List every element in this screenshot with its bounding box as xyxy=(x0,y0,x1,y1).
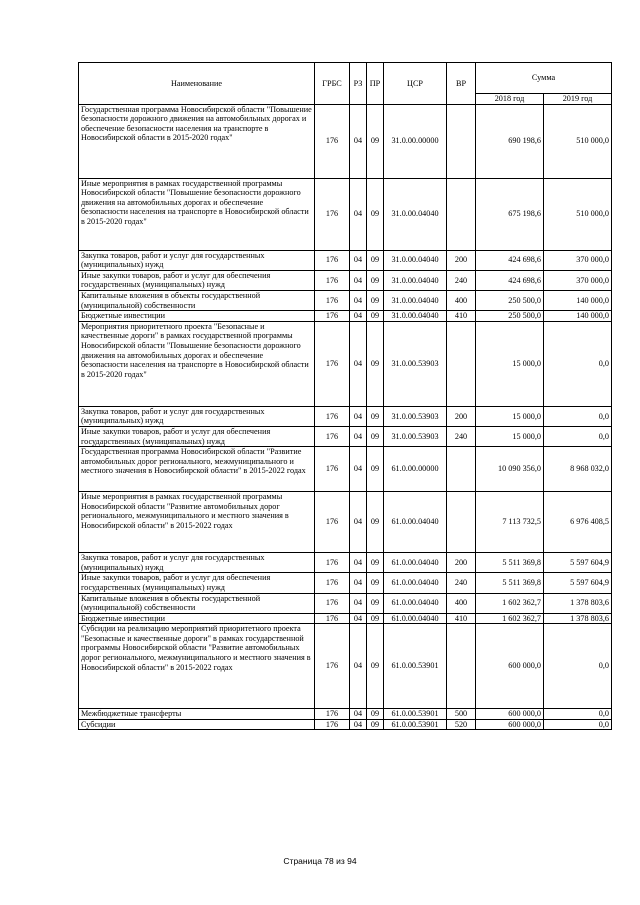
row-pr: 09 xyxy=(367,553,384,573)
header-name: Наименование xyxy=(79,63,315,105)
row-csr: 61.0.00.04040 xyxy=(384,573,447,593)
table-row xyxy=(79,270,612,290)
row-name: Иные закупки товаров, работ и услуг для обеспечения государственных (муниципальных) нужд xyxy=(79,270,315,290)
row-rz: 04 xyxy=(350,311,367,322)
row-csr: 61.0.00.00000 xyxy=(384,447,447,492)
row-sum-2018: 5 511 369,8 xyxy=(476,553,544,573)
row-grbs: 176 xyxy=(315,553,350,573)
row-vr: 500 xyxy=(447,709,476,720)
row-sum-2018: 600 000,0 xyxy=(476,624,544,709)
row-csr: 31.0.00.53903 xyxy=(384,321,447,406)
header-year-2018: 2018 год xyxy=(476,94,544,105)
row-grbs: 176 xyxy=(315,613,350,624)
header-grbs: ГРБС xyxy=(315,63,350,105)
row-sum-2018: 5 511 369,8 xyxy=(476,573,544,593)
header-pr: ПР xyxy=(367,63,384,105)
row-pr: 09 xyxy=(367,270,384,290)
row-sum-2019: 510 000,0 xyxy=(544,104,612,178)
row-sum-2018: 15 000,0 xyxy=(476,406,544,426)
row-sum-2019: 6 976 408,5 xyxy=(544,492,612,553)
row-sum-2019: 5 597 604,9 xyxy=(544,573,612,593)
row-sum-2019: 140 000,0 xyxy=(544,311,612,322)
row-csr: 31.0.00.04040 xyxy=(384,270,447,290)
row-vr: 240 xyxy=(447,573,476,593)
row-sum-2019: 0,0 xyxy=(544,406,612,426)
table-row xyxy=(79,709,612,720)
row-pr: 09 xyxy=(367,492,384,553)
row-grbs: 176 xyxy=(315,492,350,553)
row-pr: 09 xyxy=(367,311,384,322)
row-rz: 04 xyxy=(350,250,367,270)
row-name: Государственная программа Новосибирской области "Повышение безопасности дорожного движения на автомобильных дорогах и обеспечение безопасности населения на транспорте в Новосибирской области в 2015-2020 годах" xyxy=(79,104,315,178)
table-row xyxy=(79,290,612,310)
table-row xyxy=(79,311,612,322)
row-pr: 09 xyxy=(367,426,384,446)
row-csr: 61.0.00.04040 xyxy=(384,492,447,553)
header-year-2019: 2019 год xyxy=(544,94,612,105)
row-vr: 240 xyxy=(447,270,476,290)
table-row xyxy=(79,624,612,709)
table-row xyxy=(79,426,612,446)
row-csr: 31.0.00.04040 xyxy=(384,178,447,250)
row-grbs: 176 xyxy=(315,593,350,613)
row-pr: 09 xyxy=(367,613,384,624)
row-name: Бюджетные инвестиции xyxy=(79,311,315,322)
row-grbs: 176 xyxy=(315,311,350,322)
row-sum-2019: 370 000,0 xyxy=(544,270,612,290)
row-pr: 09 xyxy=(367,447,384,492)
row-vr xyxy=(447,447,476,492)
row-rz: 04 xyxy=(350,321,367,406)
header-rz: РЗ xyxy=(350,63,367,105)
row-name: Закупка товаров, работ и услуг для государственных (муниципальных) нужд xyxy=(79,406,315,426)
row-grbs: 176 xyxy=(315,250,350,270)
row-grbs: 176 xyxy=(315,270,350,290)
header-csr: ЦСР xyxy=(384,63,447,105)
row-csr: 61.0.00.53901 xyxy=(384,624,447,709)
row-csr: 61.0.00.04040 xyxy=(384,613,447,624)
row-grbs: 176 xyxy=(315,426,350,446)
row-sum-2019: 1 378 803,6 xyxy=(544,593,612,613)
row-vr: 200 xyxy=(447,406,476,426)
row-vr: 200 xyxy=(447,250,476,270)
row-pr: 09 xyxy=(367,573,384,593)
row-name: Субсидии на реализацию мероприятий приоритетного проекта "Безопасные и качественные дороги" в рамках государственной программы Новосибирской области "Развитие автомобильных дорог регионального, межмуниципального и местного значения в Новосибирской области" в 2015-2022 годах xyxy=(79,624,315,709)
row-csr: 31.0.00.04040 xyxy=(384,311,447,322)
row-rz: 04 xyxy=(350,593,367,613)
row-csr: 31.0.00.53903 xyxy=(384,406,447,426)
row-rz: 04 xyxy=(350,573,367,593)
row-sum-2018: 424 698,6 xyxy=(476,250,544,270)
table-row xyxy=(79,573,612,593)
row-grbs: 176 xyxy=(315,719,350,730)
row-rz: 04 xyxy=(350,290,367,310)
table-row xyxy=(79,178,612,250)
table-row xyxy=(79,719,612,730)
row-rz: 04 xyxy=(350,613,367,624)
row-sum-2018: 675 198,6 xyxy=(476,178,544,250)
row-vr xyxy=(447,104,476,178)
row-pr: 09 xyxy=(367,719,384,730)
table-body xyxy=(79,104,612,730)
row-sum-2018: 424 698,6 xyxy=(476,270,544,290)
row-vr: 410 xyxy=(447,613,476,624)
row-vr: 240 xyxy=(447,426,476,446)
row-rz: 04 xyxy=(350,553,367,573)
row-grbs: 176 xyxy=(315,406,350,426)
row-sum-2018: 1 602 362,7 xyxy=(476,593,544,613)
row-pr: 09 xyxy=(367,406,384,426)
row-sum-2019: 0,0 xyxy=(544,426,612,446)
table-row xyxy=(79,593,612,613)
row-name: Бюджетные инвестиции xyxy=(79,613,315,624)
row-sum-2019: 1 378 803,6 xyxy=(544,613,612,624)
row-rz: 04 xyxy=(350,270,367,290)
row-grbs: 176 xyxy=(315,290,350,310)
row-csr: 31.0.00.04040 xyxy=(384,290,447,310)
row-vr: 410 xyxy=(447,311,476,322)
row-sum-2018: 250 500,0 xyxy=(476,311,544,322)
table-row xyxy=(79,321,612,406)
row-csr: 61.0.00.53901 xyxy=(384,719,447,730)
row-vr: 520 xyxy=(447,719,476,730)
row-grbs: 176 xyxy=(315,709,350,720)
row-pr: 09 xyxy=(367,178,384,250)
row-sum-2019: 370 000,0 xyxy=(544,250,612,270)
table-row xyxy=(79,613,612,624)
row-name: Иные закупки товаров, работ и услуг для обеспечения государственных (муниципальных) нужд xyxy=(79,426,315,446)
row-sum-2018: 690 198,6 xyxy=(476,104,544,178)
row-rz: 04 xyxy=(350,719,367,730)
row-rz: 04 xyxy=(350,178,367,250)
row-name: Закупка товаров, работ и услуг для государственных (муниципальных) нужд xyxy=(79,250,315,270)
row-name: Иные закупки товаров, работ и услуг для обеспечения государственных (муниципальных) нужд xyxy=(79,573,315,593)
row-csr: 31.0.00.53903 xyxy=(384,426,447,446)
row-grbs: 176 xyxy=(315,178,350,250)
row-sum-2018: 7 113 732,5 xyxy=(476,492,544,553)
row-grbs: 176 xyxy=(315,573,350,593)
table-row xyxy=(79,104,612,178)
row-name: Закупка товаров, работ и услуг для государственных (муниципальных) нужд xyxy=(79,553,315,573)
row-rz: 04 xyxy=(350,447,367,492)
row-grbs: 176 xyxy=(315,447,350,492)
row-csr: 61.0.00.04040 xyxy=(384,593,447,613)
row-sum-2019: 0,0 xyxy=(544,719,612,730)
row-vr: 400 xyxy=(447,290,476,310)
table-row xyxy=(79,447,612,492)
row-rz: 04 xyxy=(350,104,367,178)
row-sum-2018: 10 090 356,0 xyxy=(476,447,544,492)
page-footer: Страница 78 из 94 xyxy=(283,856,357,866)
header-vr: ВР xyxy=(447,63,476,105)
row-rz: 04 xyxy=(350,426,367,446)
row-sum-2018: 15 000,0 xyxy=(476,426,544,446)
table-row xyxy=(79,406,612,426)
row-vr xyxy=(447,492,476,553)
row-sum-2019: 5 597 604,9 xyxy=(544,553,612,573)
row-vr: 400 xyxy=(447,593,476,613)
row-sum-2019: 140 000,0 xyxy=(544,290,612,310)
row-csr: 31.0.00.04040 xyxy=(384,250,447,270)
row-sum-2019: 0,0 xyxy=(544,624,612,709)
row-pr: 09 xyxy=(367,104,384,178)
row-pr: 09 xyxy=(367,624,384,709)
row-rz: 04 xyxy=(350,406,367,426)
row-name: Капитальные вложения в объекты государственной (муниципальной) собственности xyxy=(79,593,315,613)
row-vr xyxy=(447,321,476,406)
row-pr: 09 xyxy=(367,321,384,406)
row-name: Иные мероприятия в рамках государственной программы Новосибирской области "Повышение безопасности дорожного движения на автомобильных дорогах и обеспечение безопасности населения на транспорте в Новосибирской области в 2015-2020 годах" xyxy=(79,178,315,250)
row-csr: 61.0.00.04040 xyxy=(384,553,447,573)
row-sum-2019: 8 968 032,0 xyxy=(544,447,612,492)
row-vr xyxy=(447,178,476,250)
row-grbs: 176 xyxy=(315,321,350,406)
header-sum: Сумма xyxy=(476,63,612,94)
row-csr: 61.0.00.53901 xyxy=(384,709,447,720)
row-vr xyxy=(447,624,476,709)
row-name: Мероприятия приоритетного проекта "Безопасные и качественные дороги" в рамках государственной программы Новосибирской области "Повышение безопасности дорожного движения на автомобильных дорогах и обеспечение безопасности населения на транспорте в Новосибирской области в 2015-2020 годах" xyxy=(79,321,315,406)
row-sum-2018: 1 602 362,7 xyxy=(476,613,544,624)
row-pr: 09 xyxy=(367,250,384,270)
row-name: Межбюджетные трансферты xyxy=(79,709,315,720)
row-rz: 04 xyxy=(350,624,367,709)
row-sum-2018: 600 000,0 xyxy=(476,719,544,730)
row-rz: 04 xyxy=(350,709,367,720)
row-name: Капитальные вложения в объекты государственной (муниципальной) собственности xyxy=(79,290,315,310)
row-pr: 09 xyxy=(367,290,384,310)
row-grbs: 176 xyxy=(315,624,350,709)
row-vr: 200 xyxy=(447,553,476,573)
row-sum-2018: 250 500,0 xyxy=(476,290,544,310)
row-sum-2018: 15 000,0 xyxy=(476,321,544,406)
table-row xyxy=(79,250,612,270)
row-grbs: 176 xyxy=(315,104,350,178)
row-pr: 09 xyxy=(367,593,384,613)
table-row xyxy=(79,492,612,553)
row-csr: 31.0.00.00000 xyxy=(384,104,447,178)
row-sum-2019: 0,0 xyxy=(544,709,612,720)
row-name: Иные мероприятия в рамках государственной программы Новосибирской области "Развитие автомобильных дорог регионального, межмуниципального и местного значения в Новосибирской области" в 2015-2022 годах xyxy=(79,492,315,553)
row-sum-2019: 0,0 xyxy=(544,321,612,406)
row-name: Государственная программа Новосибирской области "Развитие автомобильных дорог регионального, межмуниципального и местного значения в Новосибирской области" в 2015-2022 годах xyxy=(79,447,315,492)
row-sum-2018: 600 000,0 xyxy=(476,709,544,720)
row-pr: 09 xyxy=(367,709,384,720)
row-rz: 04 xyxy=(350,492,367,553)
row-sum-2019: 510 000,0 xyxy=(544,178,612,250)
budget-table xyxy=(78,62,612,730)
row-name: Субсидии xyxy=(79,719,315,730)
table-row xyxy=(79,553,612,573)
